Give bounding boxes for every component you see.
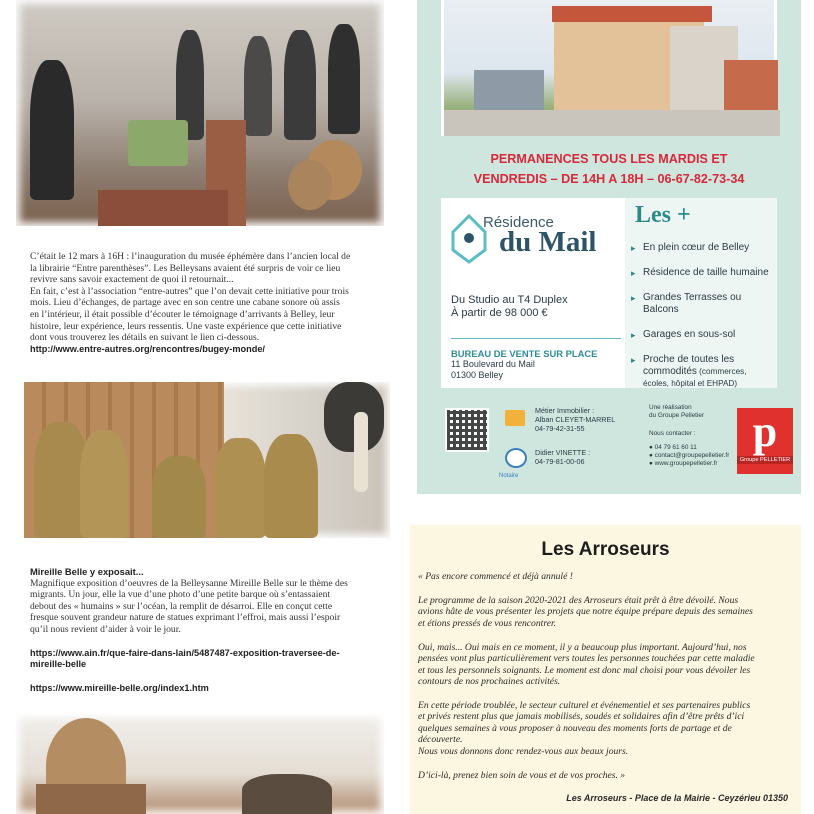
paragraph bbox=[418, 642, 796, 688]
text-line: et tous les personnels soignants. Le moment est donc mal choisi pour vous dévoiler les bbox=[418, 664, 751, 676]
notaire-phone: 04-79-81-00-06 bbox=[535, 457, 585, 466]
contact-phone: ● 04 79 61 60 11 bbox=[649, 444, 697, 451]
metier-contact bbox=[535, 406, 645, 433]
text-line: « Pas encore commencé et déjà annulé ! bbox=[418, 571, 573, 582]
article-mireille-text bbox=[30, 566, 386, 694]
text-line: et privés restent plus que jamais mobilisés, soudés et solidaires afin d’être prêts d’ici bbox=[418, 711, 745, 723]
realisation-line: du Groupe Pelletier bbox=[649, 412, 705, 419]
text-line: mois. Lieu d’échanges, de partage avec en son centre une cabane sonore où assis bbox=[30, 297, 340, 309]
notaire-icon bbox=[505, 448, 527, 468]
paragraph bbox=[418, 770, 796, 781]
building-render bbox=[441, 0, 777, 136]
text-line: contours de nos prochaines activités. bbox=[418, 676, 561, 688]
text-line: debout des « humains » sur l’océan, la remplit de désarroi. Elle en conçut cette bbox=[30, 600, 333, 612]
notaire-contact bbox=[535, 448, 645, 466]
list-item-line: commodités bbox=[643, 366, 697, 377]
list-item-detail: écoles, hôpital et EHPAD) bbox=[643, 379, 738, 388]
metier-name: Alban CLEYET-MARREL bbox=[535, 415, 616, 424]
notaire-name: Didier VINETTE : bbox=[535, 448, 591, 457]
arroseurs-announcement bbox=[410, 525, 801, 814]
mireille-belle-link[interactable]: https://www.mireille-belle.org/index1.htm bbox=[30, 682, 209, 693]
text-line: quelques semaines à vous proposer à nouveau des moments forts de partage et de bbox=[418, 722, 732, 734]
article-heading: Mireille Belle y exposait... bbox=[30, 566, 144, 577]
text-line: C’était le 12 mars à 16H : l’inauguration du musée éphémère dans l’ancien local de bbox=[30, 251, 351, 262]
logo-caption: Groupe PELLETIER bbox=[737, 456, 793, 464]
text-line: qu’il nous revient d’aider à voir le jour. bbox=[30, 623, 181, 635]
paragraph bbox=[418, 700, 796, 757]
text-line: En cette période troublée, le secteur culturel et événementiel et ses partenaires publics bbox=[418, 700, 751, 711]
text-line: et étions pressés de vous rencontrer. bbox=[418, 617, 557, 629]
offer-line: Du Studio au T4 Duplex bbox=[451, 294, 568, 306]
notaire-badge: Notaire bbox=[499, 473, 519, 479]
bureau-title: BUREAU DE VENTE SUR PLACE bbox=[451, 348, 598, 359]
permanences-line2: VENDREDIS – DE 14H A 18H – 06-67-82-73-34 bbox=[473, 172, 745, 186]
text-line: migrants. Un jour, elle la vue d’une photo d’une petite barque où s’entassaient bbox=[30, 589, 331, 601]
text-line: Le programme de la saison 2020-2021 des Arroseurs était prêt à être dévoilé. Nous bbox=[418, 595, 739, 606]
text-line: histoire, leur expérience, leurs ressentis. Une vaste expérience que cette initiative bbox=[30, 320, 342, 332]
text-line: pensées vont plus particulièrement vers toutes les personnes touchées par cette maladie bbox=[418, 653, 755, 665]
sales-office bbox=[451, 348, 597, 381]
paragraph bbox=[418, 571, 796, 582]
advantages-box bbox=[625, 198, 777, 388]
contact-phone-value: 04 79 61 60 11 bbox=[654, 444, 697, 451]
article-museum-text bbox=[30, 251, 386, 355]
ad-contacts bbox=[441, 396, 791, 490]
arroseurs-signature: Les Arroseurs - Place de la Mairie - Ceyzérieu 01350 bbox=[566, 793, 788, 803]
text-line: D’ici-là, prenez bien soin de vous et de vos proches. » bbox=[418, 770, 626, 781]
plus-title: Les + bbox=[635, 202, 691, 228]
contact-web-value: www.groupepelletier.fr bbox=[654, 460, 718, 467]
arroseurs-title: Les Arroseurs bbox=[541, 539, 670, 560]
list-item: ▸ Garages en sous-sol bbox=[631, 329, 777, 341]
qr-code-icon[interactable] bbox=[445, 408, 489, 452]
entre-autres-link[interactable]: http://www.entre-autres.org/rencontres/bugey-monde/ bbox=[30, 343, 265, 354]
offer-line: À partir de 98 000 € bbox=[451, 307, 548, 319]
contact-web[interactable]: ● www.groupepelletier.fr bbox=[649, 460, 718, 467]
permanences-line1: PERMANENCES TOUS LES MARDIS ET bbox=[490, 152, 728, 166]
text-line: Oui, mais... Oui mais en ce moment, il y a beaucoup plus important. Aujourd’hui, nos bbox=[418, 642, 747, 653]
advantages-list bbox=[631, 242, 777, 403]
text-line: dont vous trouverez les détails en suivant le lien ci-dessous. bbox=[30, 332, 260, 344]
residence-word: Résidence bbox=[483, 214, 554, 231]
list-item-line: ▸ Proche de toutes les bbox=[643, 354, 735, 365]
list-item: ▸ En plein cœur de Belley bbox=[631, 242, 777, 254]
book-icon bbox=[505, 410, 525, 426]
logo-letter: p bbox=[752, 407, 778, 456]
groupe-pelletier-logo bbox=[737, 408, 793, 474]
list-item: ▸ Grandes Terrasses ou Balcons bbox=[631, 292, 777, 316]
text-line: En fait, c’est à l’association “entre-autres” que l’on devait cette initiative pour trois bbox=[30, 285, 349, 297]
text-line: revivre sans savoir exactement de quoi il retournait... bbox=[30, 274, 234, 286]
museum-photo bbox=[16, 0, 384, 226]
residence-du-mail-ad bbox=[417, 0, 801, 494]
metier-label: Métier Immobilier : bbox=[535, 406, 595, 415]
realisation-line: Une réalisation bbox=[649, 404, 692, 411]
contact-email[interactable]: ● contact@groupepelletier.fr bbox=[649, 452, 730, 459]
metier-phone: 04-79-42-31-55 bbox=[535, 424, 585, 433]
bureau-city: 01300 Belley bbox=[451, 370, 504, 380]
text-line: la librairie “Entre parenthèses”. Les Belleysans avaient été surpris de voir ce lieu bbox=[30, 262, 341, 274]
list-item-detail: (commerces, bbox=[696, 367, 747, 376]
paragraph bbox=[418, 595, 796, 629]
text-line: découverte. bbox=[418, 734, 463, 746]
text-line: Magnifique exposition d’oeuvres de la Belleysanne Mireille Belle sur le thème des bbox=[30, 577, 348, 589]
text-line: Nous vous donnons donc rendez-vous aux beaux jours. bbox=[418, 745, 629, 757]
sculptures-photo bbox=[24, 382, 390, 538]
bureau-address: 11 Boulevard du Mail bbox=[451, 359, 535, 369]
list-item bbox=[631, 354, 777, 390]
contact-email-value: contact@groupepelletier.fr bbox=[654, 452, 730, 459]
contact-label: Nous contacter : bbox=[649, 430, 696, 437]
residence-box bbox=[441, 198, 627, 388]
pelletier-contact bbox=[649, 404, 739, 468]
sculpture-detail-photo bbox=[16, 714, 384, 814]
offer-text bbox=[451, 294, 568, 320]
list-item: ▸ Résidence de taille humaine bbox=[631, 267, 777, 279]
ain-link[interactable]: https://www.ain.fr/que-faire-dans-lain/5487487-exposition-traversee-de- bbox=[30, 647, 340, 658]
residence-name: du Mail bbox=[499, 226, 597, 258]
ain-link-cont[interactable]: mireille-belle bbox=[30, 659, 87, 670]
text-line: en l’intérieur, il était possible d’écouter le témoignage d’arrivants à Belley, leur bbox=[30, 308, 335, 320]
text-line: fresque souvent grandeur nature de statues exprimant l’effroi, mais aussi l’espoir bbox=[30, 612, 341, 624]
text-line: avions hâte de vous présenter les projets que notre équipe prépare depuis des semaines bbox=[418, 606, 753, 618]
